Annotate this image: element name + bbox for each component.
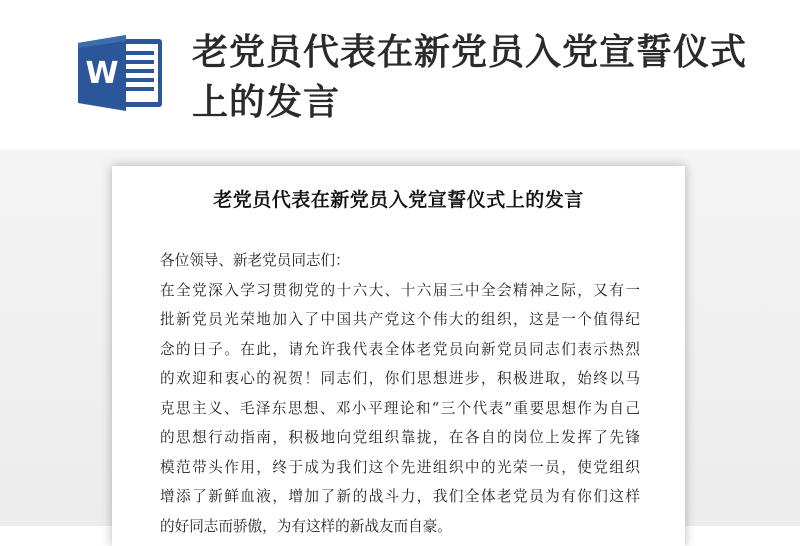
- svg-text:W: W: [85, 56, 119, 91]
- text-line: 克思主义、毛泽东思想、邓小平理论和“三个代表”重要思想作为自己: [160, 399, 640, 417]
- header-banner: [0, 0, 800, 150]
- text-line: 的欢迎和衷心的祝贺！同志们，你们思想进步，积极进取，始终以马: [160, 370, 640, 387]
- text-line: 的好同志而骄傲，为有这样的新战友而自豪。: [160, 517, 452, 535]
- text-line: 批新党员光荣地加入了中国共产党这个伟大的组织，这是一个值得纪: [160, 311, 640, 328]
- page-title: 老党员代表在新党员入党宣誓仪式上的发言: [192, 32, 748, 123]
- word-document-icon: [76, 33, 166, 113]
- text-line: 在全党深入学习贯彻党的十六大、十六届三中全会精神之际，又有一: [160, 281, 640, 299]
- text-line: 念的日子。在此，请允许我代表全体老党员向新党员同志们表示热烈: [160, 340, 640, 358]
- text-line: 的思想行动指南，积极地向党组织靠拢，在各自的岗位上发挥了先锋: [160, 429, 640, 446]
- text-line: 模范带头作用，终于成为我们这个先进组织中的光荣一员，使党组织: [160, 458, 640, 476]
- text-line: 增添了新鲜血液，增加了新的战斗力，我们全体老党员为有你们这样: [160, 488, 640, 505]
- document-title: 老党员代表在新党员入党宣誓仪式上的发言: [213, 189, 584, 211]
- document-body: [160, 246, 640, 541]
- document-page: [112, 166, 685, 546]
- salutation: 各位领导、新老党员同志们：: [160, 252, 350, 269]
- paragraph: [160, 276, 640, 542]
